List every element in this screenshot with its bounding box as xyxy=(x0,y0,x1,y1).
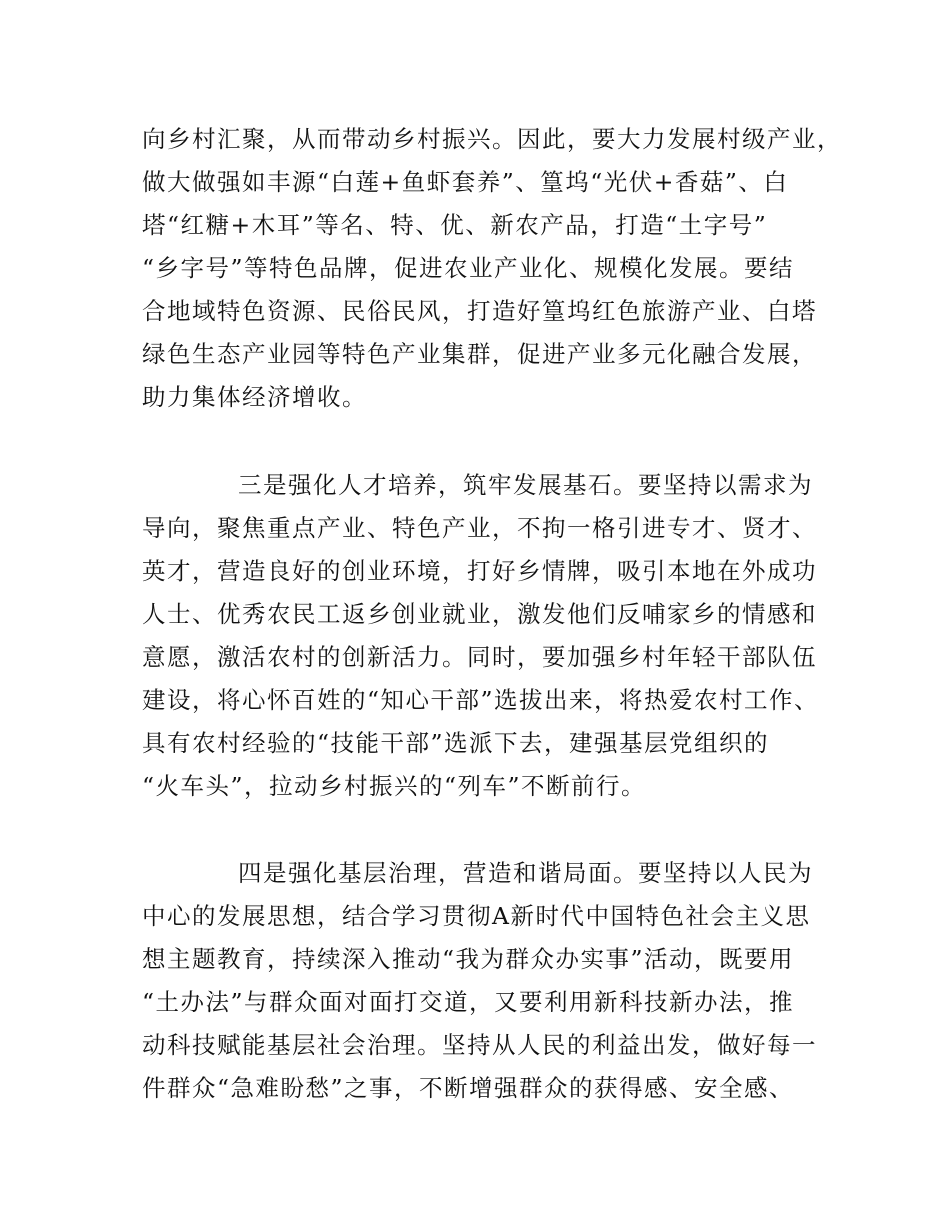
text-line: 想主题教育，持续深入推动“我为群众办实事”活动，既要用 xyxy=(142,945,795,973)
text-line: 塔“红糖+木耳”等名、特、优、新农产品，打造“土字号” xyxy=(142,211,768,239)
text-line: 英才，营造良好的创业环境，打好乡情牌，吸引本地在外成功 xyxy=(142,557,817,585)
text-line: 建设，将心怀百姓的“知心干部”选拔出来，将热爱农村工作、 xyxy=(142,686,820,714)
text-line: “火车头”，拉动乡村振兴的“列车”不断前行。 xyxy=(142,772,647,800)
text-line: 合地域特色资源、民俗民风，打造好篁坞红色旅游产业、白塔 xyxy=(142,297,817,325)
text-line: 向乡村汇聚，从而带动乡村振兴。因此，要大力发展村级产业， xyxy=(142,125,842,153)
text-line: “土办法”与群众面对面打交道，又要利用新科技新办法，推 xyxy=(142,988,795,1016)
text-line: 意愿，激活农村的创新活力。同时，要加强乡村年轻干部队伍 xyxy=(142,643,817,671)
text-line: “乡字号”等特色品牌，促进农业产业化、规模化发展。要结 xyxy=(142,254,795,282)
text-line: 人士、优秀农民工返乡创业就业，激发他们反哺家乡的情感和 xyxy=(142,600,817,628)
text-line: 绿色生态产业园等特色产业集群，促进产业多元化融合发展， xyxy=(142,340,817,368)
paragraph-first-line: 三是强化人才培养，筑牢发展基石。要坚持以需求为 xyxy=(238,471,813,499)
text-line: 中心的发展思想，结合学习贯彻A新时代中国特色社会主义思 xyxy=(142,902,811,930)
text-line: 导向，聚焦重点产业、特色产业，不拘一格引进专才、贤才、 xyxy=(142,514,817,542)
paragraph-village-industry xyxy=(142,118,842,419)
paragraph-first-line: 四是强化基层治理，营造和谐局面。要坚持以人民为 xyxy=(238,859,813,887)
text-line: 具有农村经验的“技能干部”选派下去，建强基层党组织的 xyxy=(142,729,770,757)
text-line: 做大做强如丰源“白莲+鱼虾套养”、篁坞“光伏+香菇”、白 xyxy=(142,168,789,196)
text-line: 件群众“急难盼愁”之事，不断增强群众的获得感、安全感、 xyxy=(142,1074,795,1102)
text-line: 助力集体经济增收。 xyxy=(142,383,367,411)
text-line: 动科技赋能基层社会治理。坚持从人民的利益出发，做好每一 xyxy=(142,1031,817,1059)
paragraph-grassroots-governance xyxy=(142,852,832,1110)
paragraph-talent-cultivation xyxy=(142,464,832,808)
